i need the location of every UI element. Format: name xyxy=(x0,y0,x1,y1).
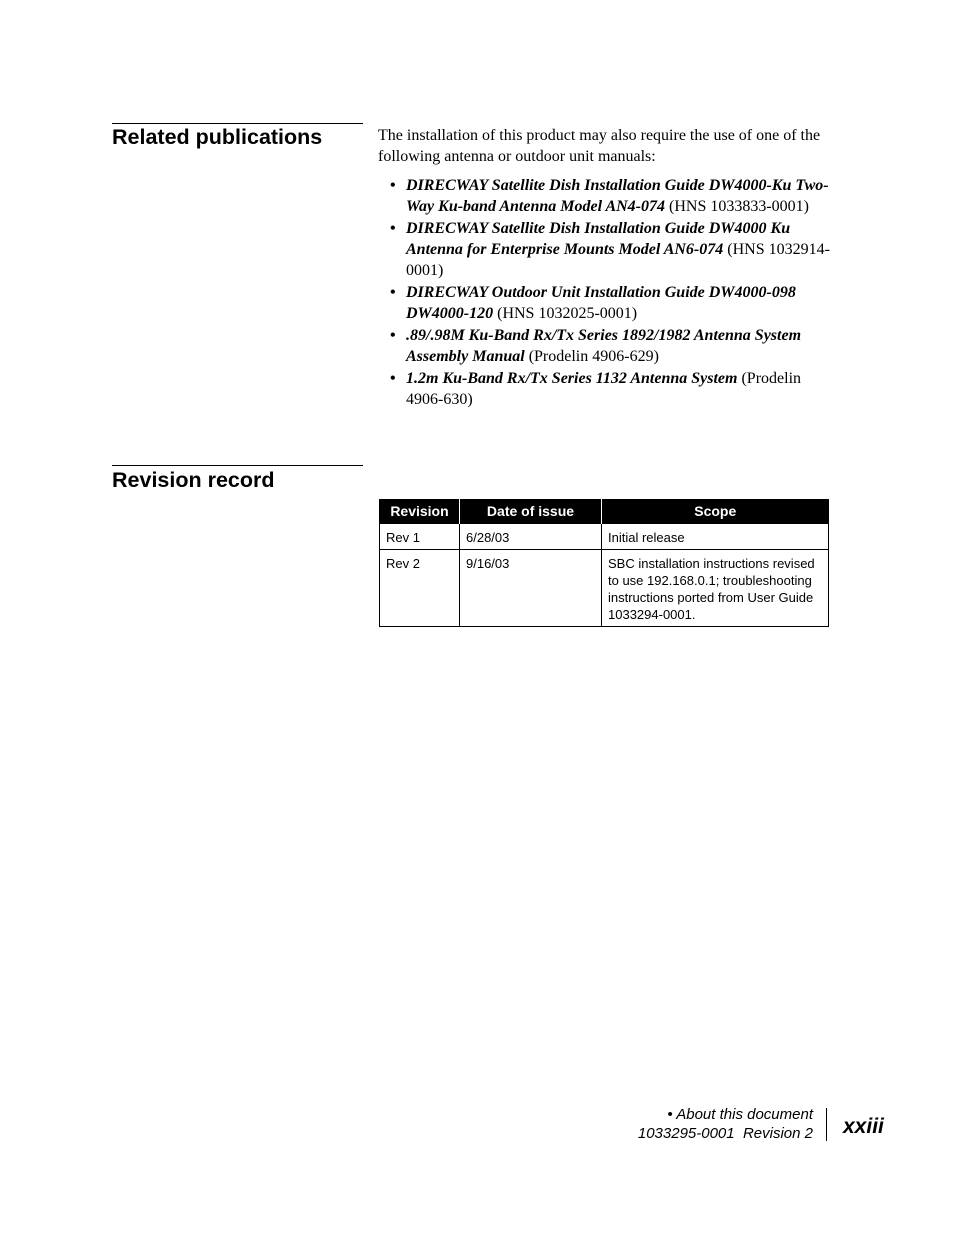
column-header-scope: Scope xyxy=(602,499,829,524)
revision-record-heading: Revision record xyxy=(112,468,275,492)
publication-ref: (Prodelin 4906-629) xyxy=(528,348,659,365)
bullet-icon: • xyxy=(390,177,396,194)
publication-item xyxy=(378,175,830,217)
revision-cell: Rev 1 xyxy=(380,524,460,550)
footer-divider xyxy=(826,1108,827,1141)
column-header-revision: Revision xyxy=(380,499,460,524)
page-footer xyxy=(638,1105,813,1143)
date-cell: 9/16/03 xyxy=(460,550,602,627)
publication-list xyxy=(378,175,830,411)
publication-title: 1.2m Ku-Band Rx/Tx Series 1132 Antenna System xyxy=(406,370,738,387)
publication-ref: (Prodelin 4906-630) xyxy=(406,370,802,408)
publication-item xyxy=(378,368,830,410)
publication-item xyxy=(378,218,830,281)
publication-title: DIRECWAY Satellite Dish Installation Guide DW4000-Ku Two-Way Ku-band Antenna Model AN4-074 xyxy=(406,177,829,215)
date-cell: 6/28/03 xyxy=(460,524,602,550)
footer-docnum: 1033295-0001 Revision 2 xyxy=(637,1125,813,1142)
related-publications-heading: Related publications xyxy=(112,125,323,149)
bullet-icon: • xyxy=(390,220,396,237)
publication-ref: (HNS 1033833-0001) xyxy=(669,198,809,215)
scope-cell: Initial release xyxy=(602,524,829,550)
table-row xyxy=(380,524,829,550)
column-header-date: Date of issue xyxy=(460,499,602,524)
publication-ref: (HNS 1032025-0001) xyxy=(497,305,638,322)
revision-cell: Rev 2 xyxy=(380,550,460,627)
publication-title: DIRECWAY Satellite Dish Installation Guide DW4000 Ku Antenna for Enterprise Mounts Model AN6-074 xyxy=(406,220,791,258)
bullet-icon: • xyxy=(390,327,396,344)
bullet-icon: • xyxy=(390,370,396,387)
related-publications-intro: The installation of this product may also require the use of one of the following antenna or outdoor unit manuals: xyxy=(378,127,821,165)
publication-item xyxy=(378,282,830,324)
revision-record-rule xyxy=(112,465,363,466)
publication-title: .89/.98M Ku-Band Rx/Tx Series 1892/1982 Antenna System Assembly Manual xyxy=(406,327,802,365)
publication-ref: (HNS 1032914-0001) xyxy=(406,241,830,279)
page-number: xxiii xyxy=(843,1115,884,1138)
revision-table xyxy=(379,499,829,627)
scope-cell: SBC installation instructions revised to use 192.168.0.1; troubleshooting instructions ported from User Guide 1033294-0001. xyxy=(602,550,829,627)
table-row xyxy=(380,550,829,627)
revision-table-header xyxy=(380,499,829,524)
publication-title: DIRECWAY Outdoor Unit Installation Guide DW4000-098 DW4000-120 xyxy=(406,284,796,322)
bullet-icon: • xyxy=(390,284,396,301)
publication-item xyxy=(378,325,830,367)
footer-section: • About this document xyxy=(667,1106,813,1123)
